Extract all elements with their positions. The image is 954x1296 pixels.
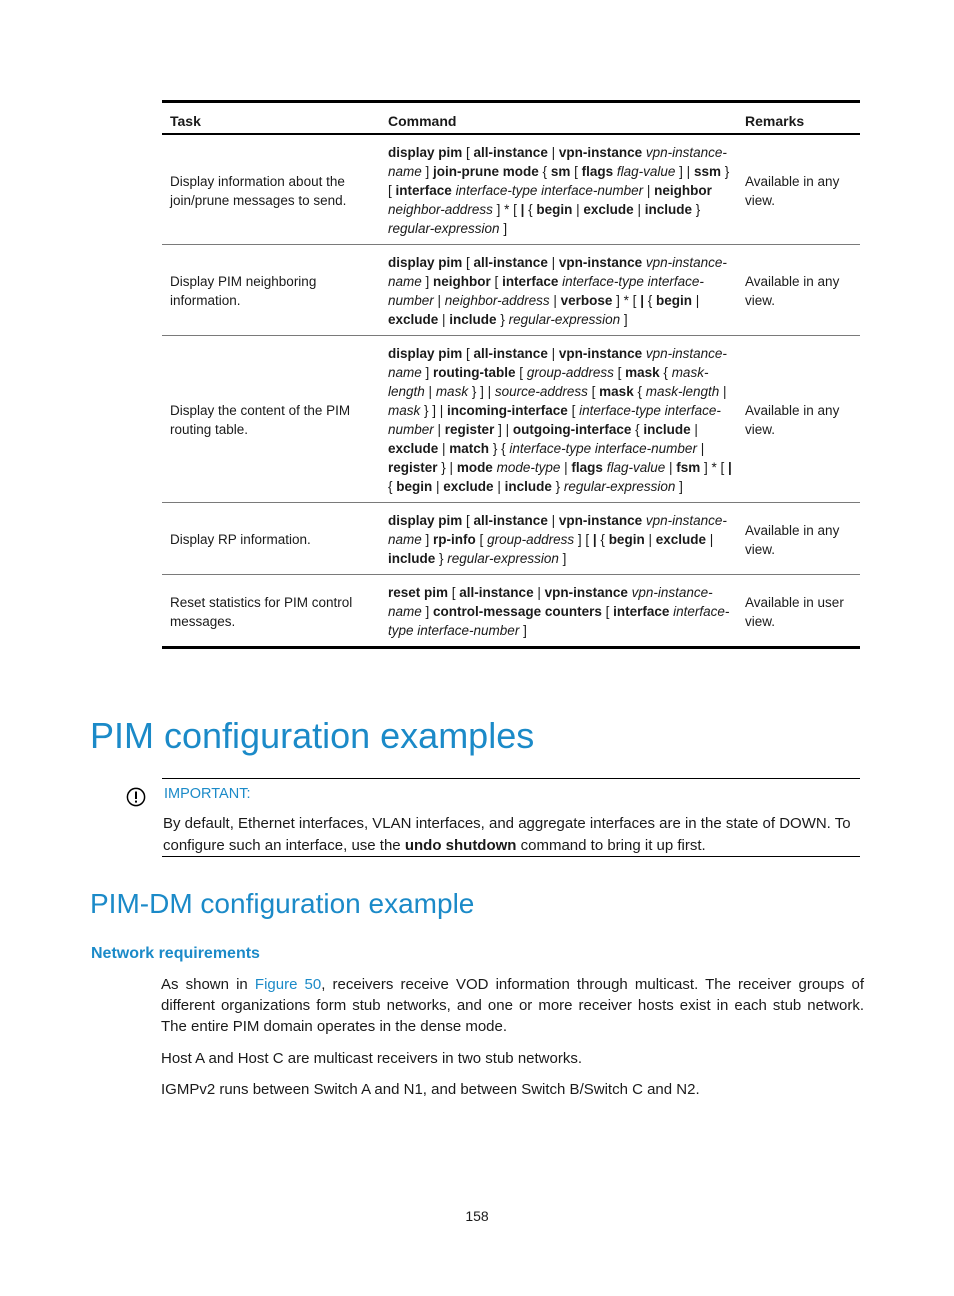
command-punctuation: ] xyxy=(421,532,434,547)
command-punctuation: } ] | xyxy=(468,384,495,399)
command-keyword: interface xyxy=(502,274,559,289)
subsubsection-title: Network requirements xyxy=(91,945,260,962)
command-punctuation: [ xyxy=(462,346,474,361)
command-keyword: begin xyxy=(608,532,645,547)
command-cell xyxy=(380,245,737,336)
command-punctuation: { xyxy=(643,293,656,308)
header-command: Command xyxy=(380,102,737,135)
command-punctuation: | xyxy=(547,346,559,361)
command-punctuation: | xyxy=(696,441,705,456)
page-number: 158 xyxy=(465,1208,489,1224)
command-punctuation: { xyxy=(659,365,672,380)
command-punctuation: | xyxy=(433,293,445,308)
command-keyword: match xyxy=(449,441,490,456)
command-punctuation: } xyxy=(551,479,564,494)
command-keyword: routing-table xyxy=(433,365,516,380)
command-punctuation: | xyxy=(438,312,450,327)
command-punctuation: | xyxy=(719,384,727,399)
command-keyword: vpn-instance xyxy=(558,513,643,528)
command-punctuation: ] xyxy=(421,164,434,179)
task-cell: Display PIM neighboring information. xyxy=(162,245,380,336)
command-punctuation: } xyxy=(496,312,509,327)
command-punctuation: [ xyxy=(587,384,600,399)
command-keyword: display pim xyxy=(388,346,463,361)
paragraph-igmp: IGMPv2 runs between Switch A and N1, and between Switch B/Switch C and N2. xyxy=(161,1081,700,1098)
command-keyword: | xyxy=(640,293,644,308)
remarks-cell: Available in any view. xyxy=(737,245,860,336)
section-title: PIM configuration examples xyxy=(90,715,535,756)
command-keyword: include xyxy=(504,479,552,494)
command-punctuation: [ xyxy=(570,164,582,179)
command-keyword: all-instance xyxy=(459,585,534,600)
command-keyword: include xyxy=(449,312,497,327)
command-punctuation: | xyxy=(644,532,656,547)
command-argument: regular-expression xyxy=(508,312,621,327)
command-keyword: reset pim xyxy=(388,585,449,600)
remarks-cell: Available in any view. xyxy=(737,503,860,575)
command-punctuation: ] xyxy=(519,623,527,638)
command-punctuation: ] xyxy=(558,551,567,566)
command-punctuation: [ xyxy=(613,365,626,380)
command-punctuation: ] | xyxy=(494,422,513,437)
command-punctuation: [ xyxy=(448,585,460,600)
task-cell: Reset statistics for PIM control messages. xyxy=(170,594,353,629)
task-cell: Display information about the join/prune messages to send. xyxy=(162,134,380,245)
command-argument: regular-expression xyxy=(388,221,500,236)
command-argument: flag-value xyxy=(616,164,676,179)
command-keyword: vpn-instance xyxy=(558,346,643,361)
command-argument: interface-type interface-number xyxy=(388,604,730,638)
command-argument: interface-type interface-number xyxy=(388,274,704,308)
command-punctuation: | xyxy=(547,513,559,528)
command-punctuation: | xyxy=(705,532,714,547)
command-keyword: join-prune mode xyxy=(433,164,539,179)
command-punctuation: { xyxy=(524,202,537,217)
command-argument: mask xyxy=(435,384,469,399)
command-punctuation: | xyxy=(560,460,572,475)
command-punctuation: | xyxy=(438,441,450,456)
remarks-cell: Available in user view. xyxy=(745,594,844,629)
command-punctuation: ] xyxy=(675,479,683,494)
command-punctuation: [ xyxy=(567,403,580,418)
command-table xyxy=(162,100,860,649)
command-punctuation: | xyxy=(690,422,698,437)
header-task: Task xyxy=(162,102,380,135)
command-keyword: include xyxy=(644,202,692,217)
command-argument: neighbor-address xyxy=(444,293,550,308)
figure-link[interactable]: Figure 50 xyxy=(254,976,322,993)
command-argument: source-address xyxy=(494,384,588,399)
command-punctuation: [ xyxy=(490,274,503,289)
command-punctuation: { xyxy=(538,164,551,179)
command-punctuation: | xyxy=(547,145,559,160)
command-punctuation: ] xyxy=(620,312,628,327)
command-cell xyxy=(380,336,737,503)
paragraph-text: , receivers receive VOD information through multicast. The receiver groups of different organizations form stub networks, and one or more receiver hosts exist in each stub network. The entire PIM domain operates in the dense mode. xyxy=(161,976,865,1035)
command-keyword: | xyxy=(520,202,525,217)
command-punctuation: | xyxy=(424,384,436,399)
command-keyword: ssm xyxy=(693,164,721,179)
command-keyword: neighbor xyxy=(433,274,491,289)
command-argument: interface-type interface-number xyxy=(455,183,644,198)
command-keyword: incoming-interface xyxy=(447,403,568,418)
table-row xyxy=(162,245,860,336)
command-punctuation: } [ xyxy=(388,164,730,198)
command-argument: regular-expression xyxy=(447,551,559,566)
command-keyword: outgoing-interface xyxy=(512,422,632,437)
command-cell xyxy=(380,503,737,575)
important-label: IMPORTANT: xyxy=(164,786,251,802)
table-row xyxy=(162,336,860,503)
command-keyword: neighbor xyxy=(654,183,712,198)
command-punctuation: [ xyxy=(601,604,614,619)
command-argument: vpn-instance-name xyxy=(388,585,713,619)
command-keyword: all-instance xyxy=(473,255,548,270)
command-punctuation: ] xyxy=(421,604,434,619)
command-keyword: control-message counters xyxy=(433,604,602,619)
command-punctuation: } { xyxy=(489,441,510,456)
command-keyword: register xyxy=(388,460,438,475)
command-argument: neighbor-address xyxy=(388,202,493,217)
command-keyword: all-instance xyxy=(473,145,548,160)
command-punctuation: | xyxy=(633,202,645,217)
important-text-after: command to bring it up first. xyxy=(516,837,706,854)
command-punctuation: | xyxy=(432,479,444,494)
table-header-row xyxy=(162,102,860,135)
command-keyword: | xyxy=(592,532,597,547)
command-keyword: display pim xyxy=(388,255,463,270)
command-keyword: vpn-instance xyxy=(558,255,643,270)
command-keyword: begin xyxy=(396,479,433,494)
command-argument: vpn-instance-name xyxy=(388,346,727,380)
command-keyword: exclude xyxy=(655,532,706,547)
command-argument: mask xyxy=(388,403,421,418)
paragraph-text: As shown in xyxy=(161,976,255,993)
command-argument: group-address xyxy=(526,365,614,380)
command-keyword: mask xyxy=(599,384,634,399)
command-keyword: exclude xyxy=(443,479,494,494)
command-punctuation: } xyxy=(435,551,448,566)
command-keyword: exclude xyxy=(388,441,439,456)
command-keyword: include xyxy=(643,422,691,437)
command-keyword: vpn-instance xyxy=(558,145,643,160)
command-punctuation: | xyxy=(547,255,559,270)
command-keyword: begin xyxy=(655,293,692,308)
exclamation-circle-icon xyxy=(126,787,146,807)
command-punctuation: | xyxy=(533,585,545,600)
command-argument: group-address xyxy=(487,532,575,547)
remarks-cell: Available in any view. xyxy=(737,134,860,245)
command-keyword: | xyxy=(728,460,732,475)
command-punctuation: { xyxy=(631,422,644,437)
command-punctuation: { xyxy=(596,532,609,547)
command-keyword: interface xyxy=(395,183,452,198)
command-punctuation: ] * [ xyxy=(492,202,521,217)
command-punctuation: [ xyxy=(475,532,488,547)
command-keyword: register xyxy=(444,422,495,437)
command-punctuation: } xyxy=(691,202,701,217)
table-row xyxy=(162,575,860,648)
command-punctuation: | xyxy=(691,293,700,308)
command-argument: mode-type xyxy=(496,460,561,475)
table-row xyxy=(162,134,860,245)
command-punctuation: | xyxy=(549,293,561,308)
command-punctuation: | xyxy=(433,422,445,437)
command-punctuation: | xyxy=(493,479,505,494)
command-punctuation: ] xyxy=(499,221,508,236)
command-punctuation: } ] | xyxy=(420,403,448,418)
command-keyword: display pim xyxy=(388,513,463,528)
command-keyword: verbose xyxy=(560,293,613,308)
task-cell: Display RP information. xyxy=(162,503,380,575)
command-argument: vpn-instance-name xyxy=(388,513,727,547)
subsection-title: PIM-DM configuration example xyxy=(90,888,475,919)
command-argument: vpn-instance-name xyxy=(388,145,727,179)
command-keyword: fsm xyxy=(676,460,701,475)
command-punctuation: [ xyxy=(515,365,527,380)
command-argument: interface-type interface-number xyxy=(509,441,697,456)
command-punctuation: | xyxy=(643,183,655,198)
command-punctuation: ] xyxy=(421,365,434,380)
command-punctuation: ] xyxy=(421,274,434,289)
command-punctuation: ] * [ xyxy=(700,460,729,475)
important-command: undo shutdown xyxy=(404,837,517,854)
command-cell xyxy=(380,575,737,648)
command-keyword: sm xyxy=(550,164,571,179)
command-argument: interface-type interface-number xyxy=(388,403,721,437)
important-text xyxy=(163,813,863,857)
command-keyword: all-instance xyxy=(473,346,548,361)
command-keyword: flags xyxy=(581,164,614,179)
command-keyword: display pim xyxy=(388,145,463,160)
command-punctuation: ] [ xyxy=(574,532,593,547)
command-argument: mask-length xyxy=(645,384,720,399)
command-argument: vpn-instance-name xyxy=(388,255,727,289)
command-punctuation: [ xyxy=(462,145,474,160)
command-keyword: mode xyxy=(456,460,493,475)
paragraph-network-requirements xyxy=(161,974,864,1037)
command-argument: flag-value xyxy=(606,460,666,475)
command-keyword: flags xyxy=(571,460,603,475)
command-punctuation: { xyxy=(633,384,646,399)
command-argument: mask-length xyxy=(388,365,709,399)
command-keyword: begin xyxy=(536,202,573,217)
command-punctuation: { xyxy=(388,479,397,494)
task-cell: Display the content of the PIM routing table. xyxy=(162,336,380,503)
command-argument: regular-expression xyxy=(563,479,676,494)
command-punctuation: ] | xyxy=(675,164,694,179)
command-keyword: include xyxy=(388,551,436,566)
remarks-cell: Available in any view. xyxy=(737,336,860,503)
command-keyword: mask xyxy=(625,365,660,380)
command-punctuation: } | xyxy=(437,460,457,475)
command-punctuation: [ xyxy=(462,255,474,270)
command-keyword: vpn-instance xyxy=(544,585,628,600)
command-punctuation: | xyxy=(665,460,677,475)
table-row xyxy=(162,503,860,575)
paragraph-receivers: Host A and Host C are multicast receivers in two stub networks. xyxy=(161,1050,583,1067)
command-keyword: interface xyxy=(613,604,670,619)
command-keyword: all-instance xyxy=(473,513,548,528)
command-keyword: rp-info xyxy=(433,532,476,547)
header-remarks: Remarks xyxy=(737,102,860,135)
command-cell xyxy=(380,134,737,245)
important-text-before: By default, Ethernet interfaces, VLAN interfaces, and aggregate interfaces are in the state of DOWN. To configure such an interface, use the xyxy=(163,815,851,854)
command-punctuation: | xyxy=(572,202,584,217)
command-punctuation: ] * [ xyxy=(612,293,641,308)
command-punctuation: [ xyxy=(462,513,474,528)
command-keyword: exclude xyxy=(583,202,634,217)
command-keyword: exclude xyxy=(388,312,439,327)
